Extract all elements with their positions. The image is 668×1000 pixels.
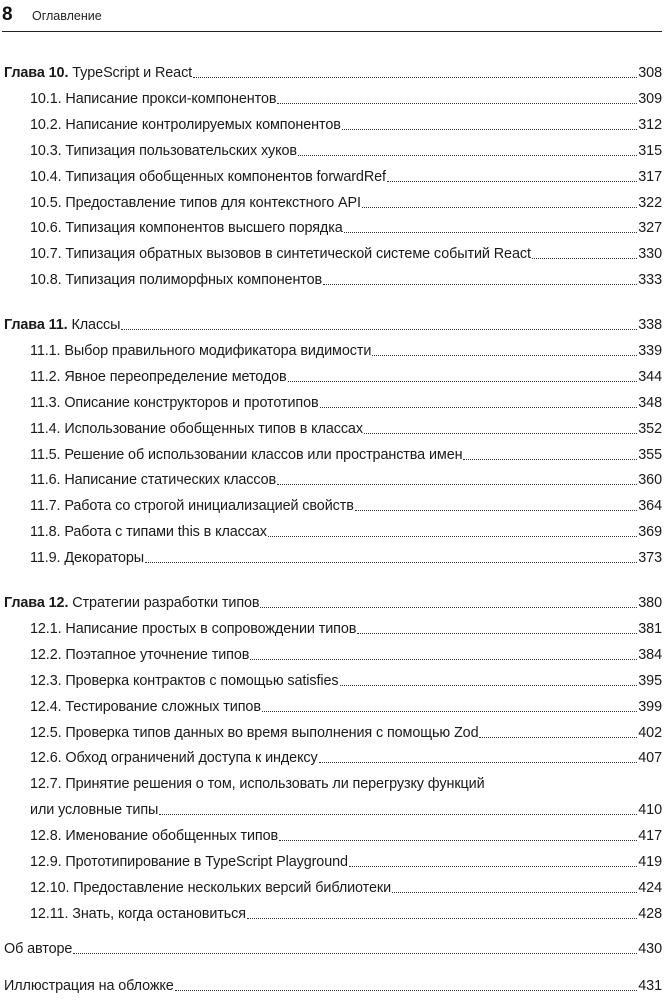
- leader-dots: [463, 455, 637, 460]
- section-title: 12.10. Предоставление нескольких версий библиотеки: [30, 880, 392, 896]
- section-page-number: 381: [638, 620, 662, 637]
- section-page-number: 317: [638, 168, 662, 185]
- section-title: 11.4. Использование обобщенных типов в классах: [30, 420, 363, 437]
- leader-dots: [298, 151, 637, 156]
- section-title: 12.1. Написание простых в сопровождении типов: [30, 620, 357, 637]
- section-page-number: 424: [638, 880, 662, 896]
- leader-dots: [320, 403, 638, 408]
- section-page-number: 339: [638, 342, 662, 359]
- section-page-number: 315: [638, 142, 662, 159]
- section-page-number: 364: [638, 498, 662, 515]
- section-title: 11.6. Написание статических классов: [30, 472, 277, 489]
- section-page-number: 419: [638, 854, 662, 871]
- section-title: 12.2. Поэтапное уточнение типов: [30, 646, 250, 663]
- leader-dots: [364, 429, 637, 434]
- section-page-number: 402: [638, 724, 662, 741]
- section-title: 11.7. Работа со строгой инициализацией свойств: [30, 498, 354, 515]
- leader-dots: [362, 203, 637, 208]
- chapter-label: Глава 11.: [4, 317, 68, 333]
- back-matter-page-number: 431: [638, 978, 662, 994]
- chapter-page-number: 380: [638, 595, 662, 611]
- section-page-number: 348: [638, 394, 662, 411]
- section-page-number: 417: [638, 828, 662, 845]
- leader-dots: [121, 325, 637, 330]
- leader-dots: [262, 707, 637, 712]
- leader-dots: [355, 506, 638, 511]
- section-title: 10.8. Типизация полиморфных компонентов: [30, 272, 323, 289]
- leader-dots: [344, 228, 638, 233]
- section-page-number: 373: [638, 550, 662, 567]
- section-page-number: 407: [638, 750, 662, 767]
- section-title: 11.8. Работа с типами this в классах: [30, 524, 267, 541]
- leader-dots: [532, 254, 637, 259]
- section-title: 11.5. Решение об использовании классов или пространства имен: [30, 446, 463, 463]
- leader-dots: [342, 125, 638, 130]
- section-title: 11.9. Декораторы: [30, 550, 145, 567]
- section-title: 10.3. Типизация пользовательских хуков: [30, 142, 297, 159]
- section-page-number: 369: [638, 524, 662, 541]
- page-number: 8: [2, 4, 13, 25]
- leader-dots: [279, 836, 637, 841]
- section-page-number: 355: [638, 446, 662, 463]
- chapter-heading[interactable]: [4, 316, 120, 334]
- section-page-number: 322: [638, 194, 662, 211]
- chapter-heading[interactable]: [4, 64, 192, 82]
- leader-dots: [175, 986, 638, 991]
- section-page-number: 333: [638, 272, 662, 289]
- section-page-number: 330: [638, 246, 662, 263]
- section-title: 10.7. Типизация обратных вызовов в синтетической системе событий React: [30, 246, 531, 263]
- section-page-number: 399: [638, 698, 662, 715]
- leader-dots: [73, 949, 637, 954]
- leader-dots: [250, 655, 637, 660]
- section-title: 10.2. Написание контролируемых компонентов: [30, 116, 341, 133]
- chapter-title: Классы: [71, 317, 121, 333]
- leader-dots: [145, 558, 637, 563]
- leader-dots: [193, 73, 637, 78]
- leader-dots: [268, 532, 637, 537]
- leader-dots: [372, 351, 637, 356]
- section-title: 12.5. Проверка типов данных во время выполнения с помощью Zod: [30, 724, 479, 741]
- chapter-label: Глава 10.: [4, 65, 69, 81]
- section-title: 12.9. Прототипирование в TypeScript Playground: [30, 854, 348, 871]
- leader-dots: [277, 480, 637, 485]
- section-page-number: 327: [638, 220, 662, 237]
- leader-dots: [319, 758, 638, 763]
- leader-dots: [288, 377, 638, 382]
- section-page-number: 352: [638, 420, 662, 437]
- chapter-title: TypeScript и React: [72, 65, 193, 81]
- section-title-continued: или условные типы: [30, 802, 159, 819]
- section-title: 11.2. Явное переопределение методов: [30, 368, 287, 385]
- section-title: 12.11. Знать, когда остановиться: [30, 905, 246, 922]
- leader-dots: [260, 603, 637, 608]
- section-page-number: 428: [638, 905, 662, 922]
- chapter-title: Стратегии разработки типов: [72, 595, 260, 611]
- chapter-page-number: 338: [638, 317, 662, 333]
- section-title: 11.3. Описание конструкторов и прототипов: [30, 394, 319, 411]
- leader-dots: [247, 914, 637, 919]
- leader-dots: [340, 681, 638, 686]
- leader-dots: [277, 99, 637, 104]
- section-page-number: 344: [638, 368, 662, 385]
- section-title: 12.6. Обход ограничений доступа к индексу: [30, 750, 318, 767]
- section-page-number: 309: [638, 90, 662, 107]
- leader-dots: [357, 629, 637, 634]
- section-title: 10.1. Написание прокси-компонентов: [30, 90, 277, 107]
- section-title: 12.8. Именование обобщенных типов: [30, 828, 279, 845]
- chapter-heading[interactable]: [4, 594, 259, 612]
- section-page-number: 360: [638, 472, 662, 489]
- back-matter-page-number: 430: [638, 941, 662, 957]
- section-title: 12.4. Тестирование сложных типов: [30, 698, 261, 715]
- section-page-number: 410: [638, 802, 662, 819]
- section-page-number: 395: [638, 672, 662, 689]
- back-matter-title: Иллюстрация на обложке: [4, 978, 174, 994]
- chapter-label: Глава 12.: [4, 595, 69, 611]
- section-title: 12.7. Принятие решения о том, использовать ли перегрузку функций: [30, 776, 485, 793]
- chapter-page-number: 308: [638, 65, 662, 81]
- section-page-number: 384: [638, 646, 662, 663]
- leader-dots: [159, 810, 637, 815]
- leader-dots: [349, 862, 637, 867]
- section-title: 11.1. Выбор правильного модификатора видимости: [30, 342, 372, 359]
- section-title: 12.3. Проверка контрактов с помощью satisfies: [30, 672, 339, 689]
- section-page-number: 312: [638, 116, 662, 133]
- leader-dots: [479, 733, 637, 738]
- back-matter-title: Об авторе: [4, 941, 73, 957]
- leader-dots: [392, 888, 637, 893]
- section-title: 10.5. Предоставление типов для контекстного API: [30, 194, 361, 211]
- section-title: 10.4. Типизация обобщенных компонентов forwardRef: [30, 168, 386, 185]
- running-title: Оглавление: [32, 9, 102, 23]
- leader-dots: [323, 280, 637, 285]
- leader-dots: [387, 177, 637, 182]
- section-title: 10.6. Типизация компонентов высшего порядка: [30, 220, 343, 237]
